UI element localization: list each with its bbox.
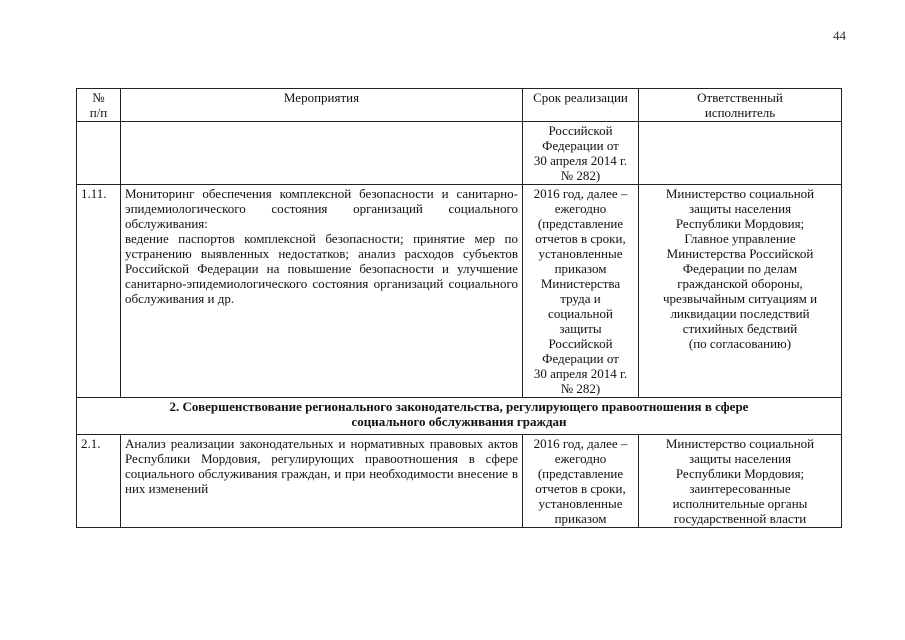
cell-term: 2016 год, далее – ежегодно (представление отчетов в сроки, установленные приказом — [523, 435, 639, 528]
cell-term: Российской Федерации от 30 апреля 2014 г. № 282) — [523, 122, 639, 185]
cell-num: 1.11. — [77, 185, 121, 398]
cell-activity — [121, 122, 523, 185]
cell-activity: Мониторинг обеспечения комплексной безопасности и санитарно-эпидемиологического состояния организаций социального обслуживания: ведение паспортов комплексной безопасности; принятие мер по устранению выявленных недостатков; анализ расходов субъектов Российской Федерации на повышение безопасности и улучшение санитарно-эпидемиологического состояния организаций социального обслуживания и др. — [121, 185, 523, 398]
events-table — [76, 88, 842, 528]
page-number: 44 — [833, 28, 846, 43]
header-term: Срок реализации — [523, 89, 639, 122]
header-num: № п/п — [77, 89, 121, 122]
table-row-1-11 — [77, 185, 842, 398]
table-header-row — [77, 89, 842, 122]
header-activity: Мероприятия — [121, 89, 523, 122]
section-heading: 2. Совершенствование регионального законодательства, регулирующего правоотношения в сфере социального обслуживания граждан — [77, 398, 842, 435]
cell-term: 2016 год, далее – ежегодно (представление отчетов в сроки, установленные приказом Министерства труда и социальной защиты Российской Федерации от 30 апреля 2014 г. № 282) — [523, 185, 639, 398]
cell-num: 2.1. — [77, 435, 121, 528]
section-heading-row — [77, 398, 842, 435]
cell-activity: Анализ реализации законодательных и нормативных правовых актов Республики Мордовия, регулирующих правоотношения в сфере социального обслуживания граждан, и при необходимости внесение в них изменений — [121, 435, 523, 528]
table-row-2-1 — [77, 435, 842, 528]
cell-responsible: Министерство социальной защиты населения Республики Мордовия; заинтересованные исполнительные органы государственной власти — [639, 435, 842, 528]
cell-num — [77, 122, 121, 185]
table-row-continued — [77, 122, 842, 185]
cell-responsible: Министерство социальной защиты населения Республики Мордовия; Главное управление Министерства Российской Федерации по делам гражданской обороны, чрезвычайным ситуациям и ликвидации последствий стихийных бедствий (по согласованию) — [639, 185, 842, 398]
cell-responsible — [639, 122, 842, 185]
header-responsible: Ответственный исполнитель — [639, 89, 842, 122]
